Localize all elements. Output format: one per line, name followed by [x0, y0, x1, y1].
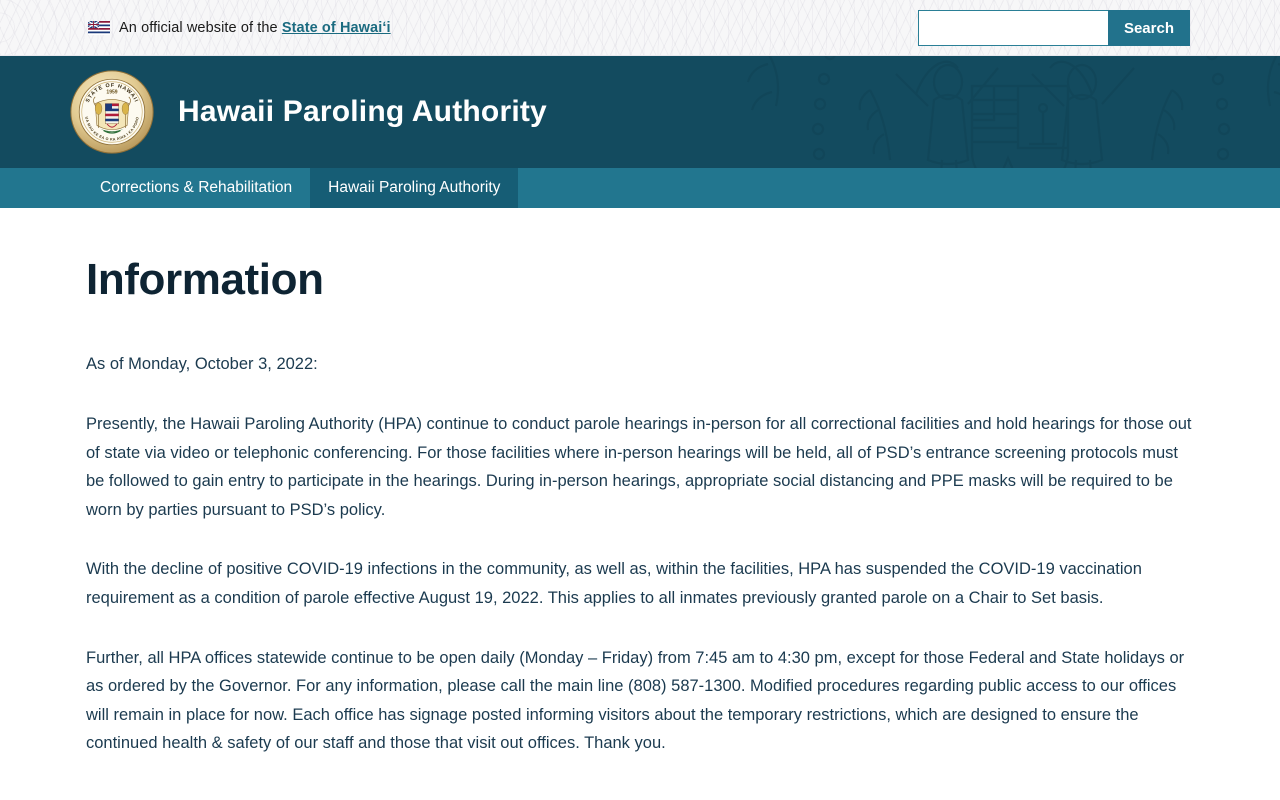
official-website-text: [119, 20, 391, 36]
main-content: [0, 256, 1280, 758]
search-button[interactable]: Search: [1108, 10, 1190, 46]
paragraph-office-hours: Further, all HPA offices statewide continue to be open daily (Monday – Friday) from 7:45 am to 4:30 pm, except for those Federal and State holidays or as ordered by the Governor. For any information, please call the main line (808) 587-1300. Modified procedures regarding public access to our offices will remain in place for now. Each office has signage posted informing visitors about the temporary restrictions, which are designed to ensure the continued health & safety of our staff and those that visit out offices. Thank you.: [86, 648, 1185, 753]
information-body: [86, 350, 1194, 758]
paragraph-as-of-date: As of Monday, October 3, 2022:: [86, 355, 318, 374]
seal-watermark-icon: [720, 56, 1280, 168]
svg-text:UA MAU KE EA O KA AINA I KA PO: UA MAU KE EA O KA AINA I KA PONO: [84, 116, 140, 142]
paragraph-hearings: Presently, the Hawaii Paroling Authority (HPA) continue to conduct parole hearings in-person for all correctional facilities and hold hearings for those out of state via video or telephonic conferencing. For those facilities where in-person hearings will be held, all of PSD’s entrance screening protocols must be followed to gain entry to participate in the hearings. During in-person hearings, appropriate social distancing and PPE masks will be required to be worn by parties pursuant to PSD’s policy.: [86, 414, 1192, 519]
primary-navigation: [0, 168, 1280, 208]
official-website-notice: [88, 20, 391, 36]
site-brand[interactable]: [70, 70, 547, 154]
official-website-text-prefix: An official website of the: [119, 19, 282, 36]
official-website-banner: [0, 0, 1280, 56]
paragraph-vaccination: With the decline of positive COVID-19 infections in the community, as well as, within the facilities, HPA has suspended the COVID-19 vaccination requirement as a condition of parole effective August 19, 2022. This applies to all inmates previously granted parole on a Chair to Set basis.: [86, 560, 1142, 607]
svg-text:STATE OF HAWAII: STATE OF HAWAII: [84, 82, 140, 104]
svg-text:1959: 1959: [106, 89, 118, 96]
state-of-hawaii-seal-icon: [70, 70, 154, 154]
page-title: Information: [86, 255, 324, 304]
hawaii-flag-icon: [88, 21, 110, 35]
search-input[interactable]: [918, 10, 1108, 46]
nav-tab-corrections-rehabilitation[interactable]: Corrections & Rehabilitation: [100, 179, 293, 196]
site-title: Hawaii Paroling Authority: [178, 95, 547, 128]
nav-tab-hawaii-paroling-authority[interactable]: Hawaii Paroling Authority: [310, 168, 518, 208]
site-search: [918, 10, 1190, 46]
site-header: [0, 56, 1280, 168]
state-of-hawaii-link[interactable]: State of Hawaiʻi: [281, 19, 391, 36]
